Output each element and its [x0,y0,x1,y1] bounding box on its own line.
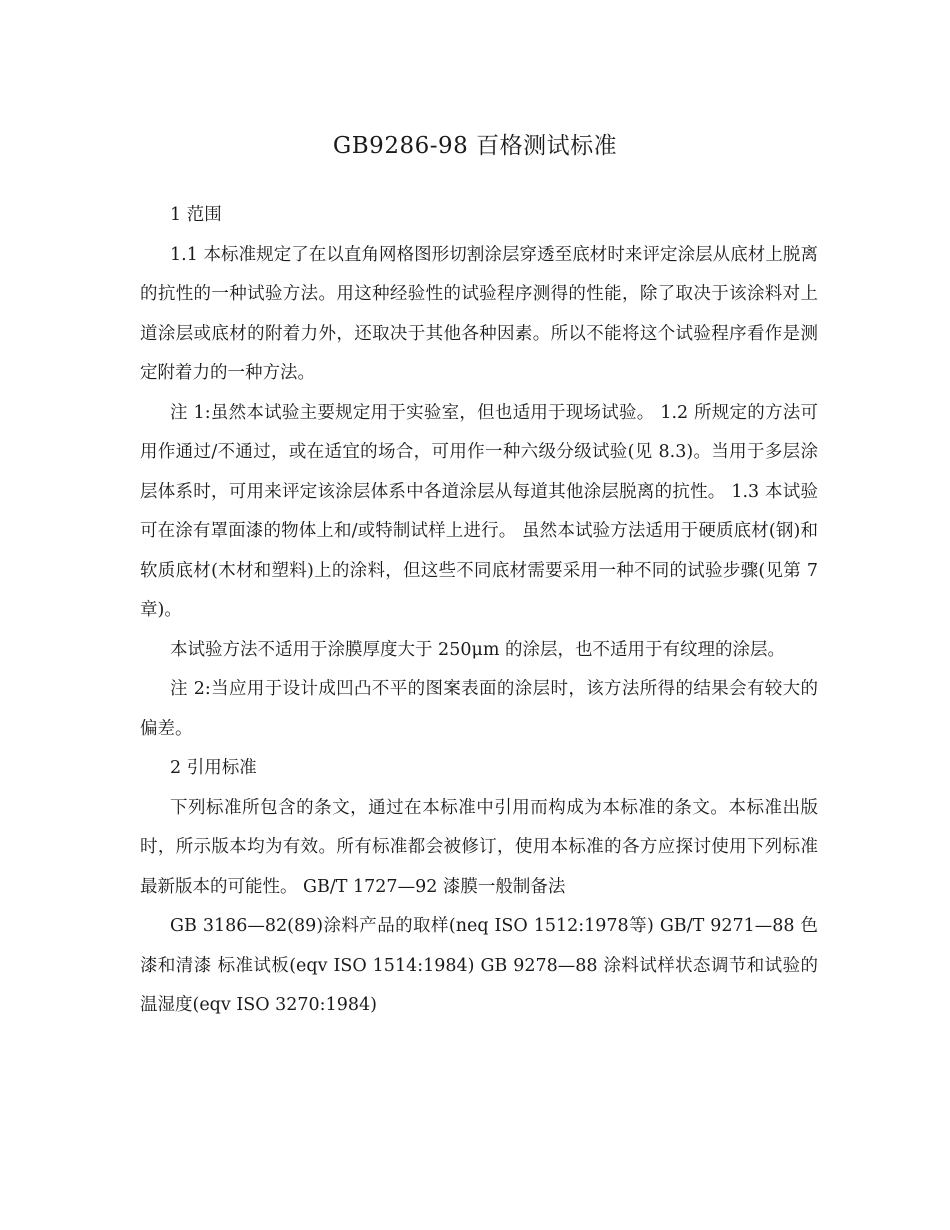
note-1-paragraph: 注 1:虽然本试验主要规定用于实验室，但也适用于现场试验。 1.2 所规定的方法可用作通过/不通过，或在适宜的场合，可用作一种六级分级试验(见 8.3)。当用于多层涂层体系时，可用来评定该涂层体系中各道涂层从每道其他涂层脱离的抗性。 1.3 本试验可在涂有罩面漆的物体上和/或特制试样上进行。 虽然本试验方法适用于硬质底材(钢)和软质底材(木材和塑料)上的涂料，但这些不同底材需要采用一种不同的试验步骤(见第 7 章)。 [140,402,818,620]
section-heading-scope: 1 范围 [170,205,222,225]
paragraph-1-1: 1.1 本标准规定了在以直角网格图形切割涂层穿透至底材时来评定涂层从底材上脱离的抗性的一种试验方法。用这种经验性的试验程序测得的性能，除了取决于该涂料对上道涂层或底材的附着力外，还取决于其他各种因素。所以不能将这个试验程序看作是测定附着力的一种方法。 [140,244,818,383]
note-2-paragraph: 注 2:当应用于设计成凹凸不平的图案表面的涂层时，该方法所得的结果会有较大的偏差。 [140,679,818,739]
paragraph-references-intro: 下列标准所包含的条文，通过在本标准中引用而构成为本标准的条文。本标准出版时，所示版本均为有效。所有标准都会被修订，使用本标准的各方应探讨使用下列标准最新版本的可能性。 GB/T 1727—92 漆膜一般制备法 [140,797,818,897]
document-body [140,196,818,1026]
paragraph-thickness-limit: 本试验方法不适用于涂膜厚度大于 250μm 的涂层，也不适用于有纹理的涂层。 [170,639,785,660]
document-title: GB9286-98 百格测试标准 [332,133,618,159]
section-heading-references: 2 引用标准 [170,758,257,778]
paragraph-reference-list: GB 3186—82(89)涂料产品的取样(neq ISO 1512:1978等) GB/T 9271—88 色漆和清漆 标准试板(eqv ISO 1514:1984) GB 9278—88 涂料试样状态调节和试验的温湿度(eqv ISO 3270:1984) [140,916,818,1015]
